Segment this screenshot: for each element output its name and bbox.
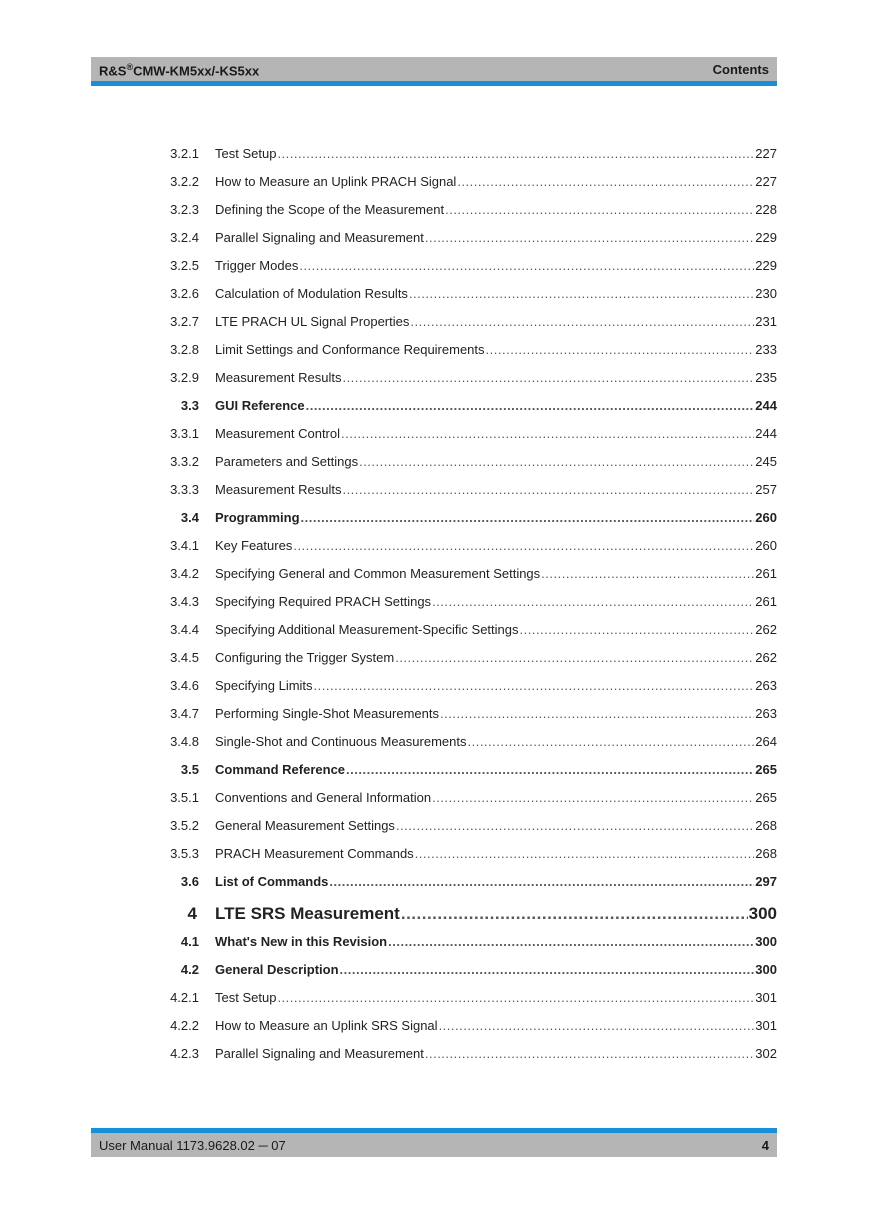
toc-entry-number: 3.4.5 (170, 650, 199, 665)
toc-entry-page: 262 (755, 650, 777, 665)
toc-leader-dots (410, 313, 754, 331)
toc-entry-number: 3.2.1 (170, 146, 199, 161)
toc-entry-page: 230 (755, 286, 777, 301)
toc-entry-page: 260 (755, 510, 777, 525)
toc-entry-number: 3.2.3 (170, 202, 199, 217)
toc-entry-page: 245 (755, 454, 777, 469)
section-title: Contents (712, 62, 769, 77)
toc-entry-page: 227 (755, 174, 777, 189)
toc-entry-title: PRACH Measurement Commands (215, 846, 414, 861)
product-suffix: CMW-KM5xx/-KS5xx (133, 63, 260, 79)
manual-id: User Manual 1173.9628.02 ─ 07 (99, 1138, 286, 1153)
toc-entry-title: LTE PRACH UL Signal Properties (215, 314, 410, 329)
toc-leader-dots (341, 425, 754, 443)
toc-entry-number: 4.2 (180, 962, 199, 977)
toc-entry-title: Specifying General and Common Measurement Settings (215, 566, 541, 581)
toc-entry[interactable] (150, 789, 777, 807)
toc-entry[interactable] (150, 961, 777, 979)
toc-entry-page: 264 (755, 734, 777, 749)
toc-entry-title: Measurement Control (215, 426, 340, 441)
toc-entry-title: Programming (215, 510, 300, 525)
toc-entry-title: What's New in this Revision (215, 934, 388, 949)
toc-leader-dots (457, 173, 754, 191)
toc-entry[interactable] (150, 873, 777, 891)
toc-leader-dots (342, 369, 754, 387)
toc-entry-number: 4.2.2 (170, 1018, 199, 1033)
toc-entry-page: 257 (755, 482, 777, 497)
toc-leader-dots (467, 733, 754, 751)
toc-entry-title: Command Reference (215, 762, 346, 777)
toc-entry-number: 3.6 (180, 874, 199, 889)
toc-entry-page: 229 (755, 258, 777, 273)
toc-leader-dots (445, 201, 754, 219)
toc-entry-number: 3.5 (180, 762, 199, 777)
toc-entry-number: 3.4.2 (170, 566, 199, 581)
toc-entry-page: 260 (755, 538, 777, 553)
toc-entry-number: 4 (187, 904, 197, 923)
toc-entry-title: General Measurement Settings (215, 818, 395, 833)
toc-entry-page: 228 (755, 202, 777, 217)
toc-leader-dots (432, 789, 754, 807)
toc-entry-page: 233 (755, 342, 777, 357)
toc-entry-page: 301 (755, 1018, 777, 1033)
toc-entry-title: Specifying Required PRACH Settings (215, 594, 432, 609)
toc-leader-dots (314, 677, 755, 695)
toc-entry-number: 3.5.2 (170, 818, 199, 833)
toc-leader-dots (396, 817, 754, 835)
toc-entry[interactable] (150, 1017, 777, 1035)
toc-entry[interactable] (150, 817, 777, 835)
toc-entry-number: 3.4.6 (170, 678, 199, 693)
toc-leader-dots (301, 509, 755, 527)
toc-leader-dots (329, 873, 754, 891)
toc-entry-title: Test Setup (215, 146, 277, 161)
toc-entry-page: 265 (755, 790, 777, 805)
toc-entry[interactable] (150, 201, 777, 219)
toc-entry[interactable] (150, 705, 777, 723)
product-name (99, 62, 259, 78)
page-number: 4 (761, 1138, 769, 1153)
product-prefix: R&S (99, 63, 127, 79)
toc-entry[interactable] (150, 257, 777, 275)
toc-entry-number: 3.3 (180, 398, 199, 413)
toc-entry-title: GUI Reference (215, 398, 305, 413)
toc-leader-dots (277, 989, 754, 1007)
toc-entry[interactable] (150, 285, 777, 303)
toc-entry-page: 297 (755, 874, 777, 889)
toc-leader-dots (432, 593, 754, 611)
toc-entry-page: 263 (755, 678, 777, 693)
toc-entry[interactable] (150, 229, 777, 247)
toc-entry-title: Measurement Results (215, 482, 342, 497)
toc-entry-title: How to Measure an Uplink PRACH Signal (215, 174, 457, 189)
toc-leader-dots (415, 845, 755, 863)
toc-leader-dots (401, 903, 748, 925)
toc-entry-number: 3.3.2 (170, 454, 199, 469)
toc-entry[interactable] (150, 565, 777, 583)
toc-leader-dots (277, 145, 754, 163)
toc-leader-dots (486, 341, 755, 359)
toc-entry[interactable] (150, 903, 777, 925)
toc-entry-title: Defining the Scope of the Measurement (215, 202, 445, 217)
toc-entry-page: 301 (755, 990, 777, 1005)
toc-entry-number: 3.2.7 (170, 314, 199, 329)
toc-entry[interactable] (150, 369, 777, 387)
toc-leader-dots (425, 229, 754, 247)
toc-leader-dots (388, 933, 754, 951)
toc-entry-number: 3.4.7 (170, 706, 199, 721)
toc-entry-title: Limit Settings and Conformance Requirements (215, 342, 485, 357)
toc-leader-dots (520, 621, 755, 639)
toc-entry-page: 263 (755, 706, 777, 721)
toc-leader-dots (346, 761, 754, 779)
toc-entry[interactable] (150, 989, 777, 1007)
toc-entry-title: List of Commands (215, 874, 329, 889)
toc-entry-page: 265 (755, 762, 777, 777)
toc-entry-page: 227 (755, 146, 777, 161)
toc-entry-title: General Description (215, 962, 339, 977)
toc-leader-dots (439, 1017, 755, 1035)
toc-entry-title: Performing Single-Shot Measurements (215, 706, 439, 721)
toc-leader-dots (395, 649, 754, 667)
toc-entry-title: Specifying Additional Measurement-Specific Settings (215, 622, 519, 637)
toc-entry-number: 3.4.3 (170, 594, 199, 609)
toc-leader-dots (340, 961, 755, 979)
toc-leader-dots (293, 537, 754, 555)
toc-entry-title: Test Setup (215, 990, 277, 1005)
toc-entry-title: Parallel Signaling and Measurement (215, 1046, 424, 1061)
toc-entry-title: Calculation of Modulation Results (215, 286, 408, 301)
toc-entry[interactable] (150, 509, 777, 527)
toc-entry-title: Trigger Modes (215, 258, 299, 273)
toc-entry[interactable] (150, 397, 777, 415)
toc-leader-dots (299, 257, 754, 275)
toc-entry[interactable] (150, 761, 777, 779)
toc-leader-dots (425, 1045, 754, 1063)
toc-entry-page: 261 (755, 566, 777, 581)
toc-leader-dots (409, 285, 754, 303)
toc-entry-page: 229 (755, 230, 777, 245)
toc-entry-number: 3.2.9 (170, 370, 199, 385)
toc-entry-page: 302 (755, 1046, 777, 1061)
toc-leader-dots (541, 565, 754, 583)
toc-leader-dots (359, 453, 754, 471)
toc-entry-title: Parallel Signaling and Measurement (215, 230, 424, 245)
toc-entry[interactable] (150, 649, 777, 667)
toc-entry-number: 3.2.8 (170, 342, 199, 357)
toc-entry[interactable] (150, 313, 777, 331)
toc-entry-page: 262 (755, 622, 777, 637)
toc-entry-title: Key Features (215, 538, 293, 553)
toc-leader-dots (306, 397, 755, 415)
toc-entry-number: 3.4.1 (170, 538, 199, 553)
toc-entry-number: 3.2.4 (170, 230, 199, 245)
toc-entry-title: Parameters and Settings (215, 454, 359, 469)
toc-entry[interactable] (150, 425, 777, 443)
toc-entry[interactable] (150, 145, 777, 163)
toc-entry-number: 3.4.8 (170, 734, 199, 749)
toc-entry[interactable] (150, 933, 777, 951)
toc-entry[interactable] (150, 845, 777, 863)
toc-entry[interactable] (150, 593, 777, 611)
toc-entry[interactable] (150, 733, 777, 751)
toc-entry[interactable] (150, 341, 777, 359)
toc-entry-title: Configuring the Trigger System (215, 650, 395, 665)
toc-entry-page: 268 (755, 846, 777, 861)
registered-mark: ® (126, 62, 134, 72)
toc-entry-title: Measurement Results (215, 370, 342, 385)
toc-entry-number: 3.4.4 (170, 622, 199, 637)
toc-entry-number: 3.2.2 (170, 174, 199, 189)
toc-entry-number: 4.2.3 (170, 1046, 199, 1061)
toc-leader-dots (342, 481, 754, 499)
toc-entry-number: 4.1 (180, 934, 199, 949)
toc-entry-number: 3.5.3 (170, 846, 199, 861)
toc-entry-number: 4.2.1 (170, 990, 199, 1005)
toc-entry[interactable] (150, 1045, 777, 1063)
toc-entry-page: 235 (755, 370, 777, 385)
toc-entry[interactable] (150, 173, 777, 191)
toc-entry[interactable] (150, 537, 777, 555)
page-footer (91, 1133, 777, 1157)
page-header (91, 57, 777, 81)
toc-entry-title: How to Measure an Uplink SRS Signal (215, 1018, 438, 1033)
toc-entry-page: 300 (755, 934, 777, 949)
toc-entry-page: 231 (755, 314, 777, 329)
toc-entry-number: 3.5.1 (170, 790, 199, 805)
toc-entry-title: Conventions and General Information (215, 790, 432, 805)
toc-entry[interactable] (150, 453, 777, 471)
toc-entry[interactable] (150, 481, 777, 499)
toc-entry-page: 300 (755, 962, 777, 977)
toc-entry-title: Single-Shot and Continuous Measurements (215, 734, 467, 749)
toc-entry-title: LTE SRS Measurement (215, 904, 400, 923)
toc-entry-number: 3.2.6 (170, 286, 199, 301)
toc-entry-page: 244 (755, 398, 777, 413)
toc-entry-page: 244 (755, 426, 777, 441)
toc-entry-number: 3.3.3 (170, 482, 199, 497)
toc-entry-title: Specifying Limits (215, 678, 313, 693)
header-stripe (91, 81, 777, 86)
toc-entry-page: 300 (748, 904, 777, 923)
toc-entry-number: 3.3.1 (170, 426, 199, 441)
toc-entry-number: 3.2.5 (170, 258, 199, 273)
toc-leader-dots (440, 705, 754, 723)
toc-entry[interactable] (150, 621, 777, 639)
toc-entry[interactable] (150, 677, 777, 695)
toc-entry-number: 3.4 (180, 510, 199, 525)
toc-entry-page: 261 (755, 594, 777, 609)
toc-entry-page: 268 (755, 818, 777, 833)
